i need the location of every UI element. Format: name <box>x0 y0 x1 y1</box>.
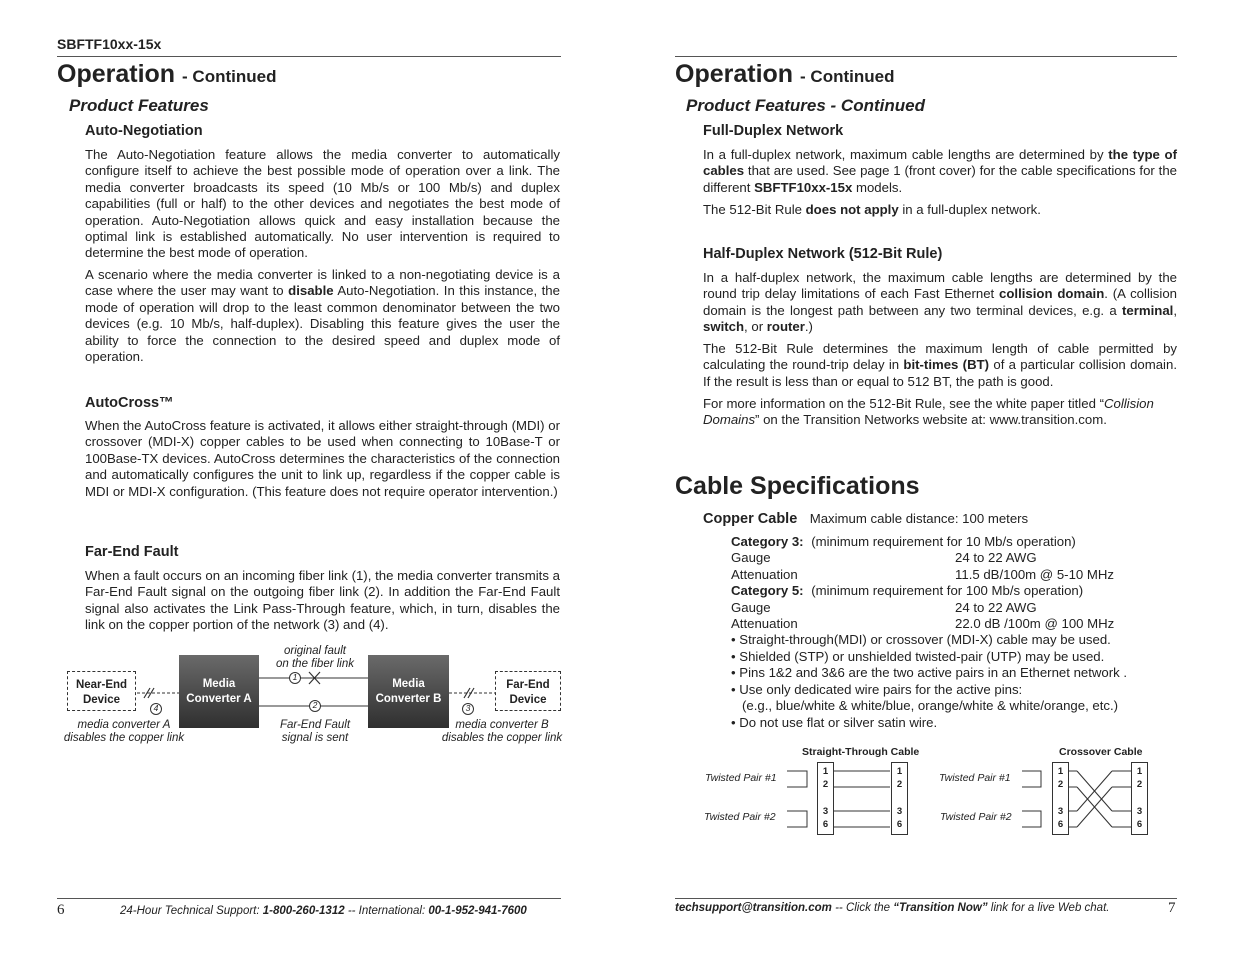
right-page <box>617 0 1235 954</box>
crossover-title: Crossover Cable <box>1059 746 1143 758</box>
converter-a-disables-label: media converter A disables the copper link <box>63 719 185 744</box>
support-footer: techsupport@transition.com -- Click the “Transition Now” link for a live Web chat. <box>675 902 1110 914</box>
straight-connector-right: 1 2 3 6 <box>891 762 908 835</box>
bullet-item: • Pins 1&2 and 3&6 are the two active pairs in an Ethernet network . <box>731 665 1128 680</box>
page-number: 6 <box>57 902 65 918</box>
header-rule <box>675 56 1177 57</box>
support-footer: 24-Hour Technical Support: 1-800-260-1312 -- International: 00-1-952-941-7600 <box>120 905 527 917</box>
left-page <box>0 0 617 954</box>
page-title <box>675 60 894 89</box>
marker-2: 2 <box>312 700 318 710</box>
page-title <box>57 60 276 89</box>
far-end-device: Far-End Device <box>495 671 561 711</box>
cat3-gauge-value: 24 to 22 AWG <box>955 550 1037 565</box>
marker-1: 1 <box>292 672 298 682</box>
autoneg-paragraph-1: The Auto-Negotiation feature allows the media converter to automatically configure itself to achieve the best possible mode of operation over a link. The media converter broadcasts its speed (10 Mb/s or 100 Mb/s) and duplex capabilities (full or half) to the other devices and negotiates the best mode of operation. Auto-Negotiation allows quick and easy installation because the optimal link is established automatically. No user intervention is required to determine the best mode of operation. <box>85 147 560 261</box>
signal-label: Far-End Fault signal is sent <box>279 719 351 744</box>
straight-pair1-label: Twisted Pair #1 <box>705 772 777 784</box>
straight-pair2-label: Twisted Pair #2 <box>704 811 776 823</box>
autocross-heading: AutoCross™ <box>85 395 174 411</box>
section-heading: Product Features <box>69 96 209 115</box>
footer-rule <box>675 898 1177 899</box>
section-heading: Product Features - Continued <box>686 96 925 115</box>
cat5-atten-value: 22.0 dB /100m @ 100 MHz <box>955 616 1115 631</box>
full-duplex-paragraph-1: In a full-duplex network, maximum cable lengths are determined by the type of cables that are used. See page 1 (front cover) for the cable specifications for the different SBFTF10xx-15x models. <box>703 147 1177 195</box>
crossover-connector-right: 1 2 3 6 <box>1131 762 1148 835</box>
farend-heading: Far-End Fault <box>85 544 179 560</box>
full-duplex-heading: Full-Duplex Network <box>703 123 844 139</box>
cat3-row: Category 3: (minimum requirement for 10 Mb/s operation) <box>731 534 1076 549</box>
half-duplex-heading: Half-Duplex Network (512-Bit Rule) <box>703 246 943 262</box>
cat3-atten-label: Attenuation <box>731 567 798 582</box>
marker-4: 4 <box>153 703 159 713</box>
autoneg-heading: Auto-Negotiation <box>85 123 203 139</box>
bullet-item: • Straight-through(MDI) or crossover (MDI-X) cable may be used. <box>731 632 1111 647</box>
half-duplex-paragraph-2: The 512-Bit Rule determines the maximum length of cable permitted by calculating the round-trip delay in bit-times (BT) of a particular collision domain. If the result is less than or equal to 512 BT, the path is good. <box>703 341 1177 389</box>
full-duplex-paragraph-2: The 512-Bit Rule does not apply in a full-duplex network. <box>703 202 1041 217</box>
cat3-gauge-label: Gauge <box>731 550 771 565</box>
cat5-gauge-value: 24 to 22 AWG <box>955 600 1037 615</box>
cat5-row: Category 5: (minimum requirement for 100 Mb/s operation) <box>731 583 1084 598</box>
title-suffix: - Continued <box>800 67 895 86</box>
bullet-item: • Do not use flat or silver satin wire. <box>731 715 938 730</box>
header-rule <box>57 56 561 57</box>
crossover-pair2-label: Twisted Pair #2 <box>940 811 1012 823</box>
crossover-connector-left: 1 2 3 6 <box>1052 762 1069 835</box>
bullet-item: (e.g., blue/white & white/blue, orange/white & white/orange, etc.) <box>731 698 1119 713</box>
converter-b-disables-label: media converter B disables the copper link <box>441 719 563 744</box>
straight-through-title: Straight-Through Cable <box>802 746 920 758</box>
half-duplex-paragraph-1: In a half-duplex network, the maximum cable lengths are determined by the round trip delay limitations of each Fast Ethernet collision domain. (A collision domain is the longest path between any two terminal devices, e.g. a terminal, switch, or router.) <box>703 270 1177 335</box>
title-text: Operation <box>675 60 794 88</box>
copper-cable-label: Copper Cable <box>703 511 798 527</box>
cat5-gauge-label: Gauge <box>731 600 771 615</box>
page-number: 7 <box>1168 900 1176 916</box>
bullet-item: • Shielded (STP) or unshielded twisted-pair (UTP) may be used. <box>731 649 1105 664</box>
copper-cable-line <box>703 510 1028 528</box>
autoneg-paragraph-2: A scenario where the media converter is linked to a non-negotiating device is a case where the user may want to disable Auto-Negotiation. In this instance, the mode of operation will drop to the least common denominator between the two devices (e.g. 10 Mb/s, half-duplex). Disabling this feature gives the user the ability to force the connection to the desired speed and duplex mode of operation. <box>85 267 560 365</box>
straight-connector-left: 1 2 3 6 <box>817 762 834 835</box>
model-number: SBFTF10xx-15x <box>57 36 162 52</box>
autocross-paragraph: When the AutoCross feature is activated, it allows either straight-through (MDI) or crossover (MDI-X) copper cables to be used when connecting to 10Base-T or 100Base-TX devices. AutoCross determines the characteristics of the connection and automatically configures the unit to link up, regardless if the copper cable is MDI or MDI-X configuration. (This feature does not require operator intervention.) <box>85 418 560 499</box>
cat5-atten-label: Attenuation <box>731 616 798 631</box>
near-end-device: Near-End Device <box>67 671 136 711</box>
media-converter-a: Media Converter A <box>179 655 259 728</box>
bullet-item: • Use only dedicated wire pairs for the active pins: <box>731 682 1023 697</box>
title-text: Operation <box>57 60 176 88</box>
half-duplex-paragraph-3: For more information on the 512-Bit Rule, see the white paper titled “Collision Domains” on the Transition Networks website at: www.transition.com. <box>703 396 1154 428</box>
cable-specs-title: Cable Specifications <box>675 472 920 500</box>
fault-label: original fault on the fiber link <box>276 645 354 670</box>
media-converter-b: Media Converter B <box>368 655 449 728</box>
cat3-atten-value: 11.5 dB/100m @ 5-10 MHz <box>955 567 1115 582</box>
title-suffix: - Continued <box>182 67 277 86</box>
footer-rule <box>57 898 561 899</box>
marker-3: 3 <box>465 703 471 713</box>
cable-wires <box>617 760 1217 840</box>
copper-cable-distance: Maximum cable distance: 100 meters <box>809 511 1029 526</box>
crossover-pair1-label: Twisted Pair #1 <box>939 772 1011 784</box>
farend-paragraph: When a fault occurs on an incoming fiber link (1), the media converter transmits a Far-End Fault signal on the outgoing fiber link (2). In addition the Far-End Fault signal also activates the Link Pass-Through feature, which, in turn, disables the link on the copper portion of the network (3) and (4). <box>85 568 560 633</box>
